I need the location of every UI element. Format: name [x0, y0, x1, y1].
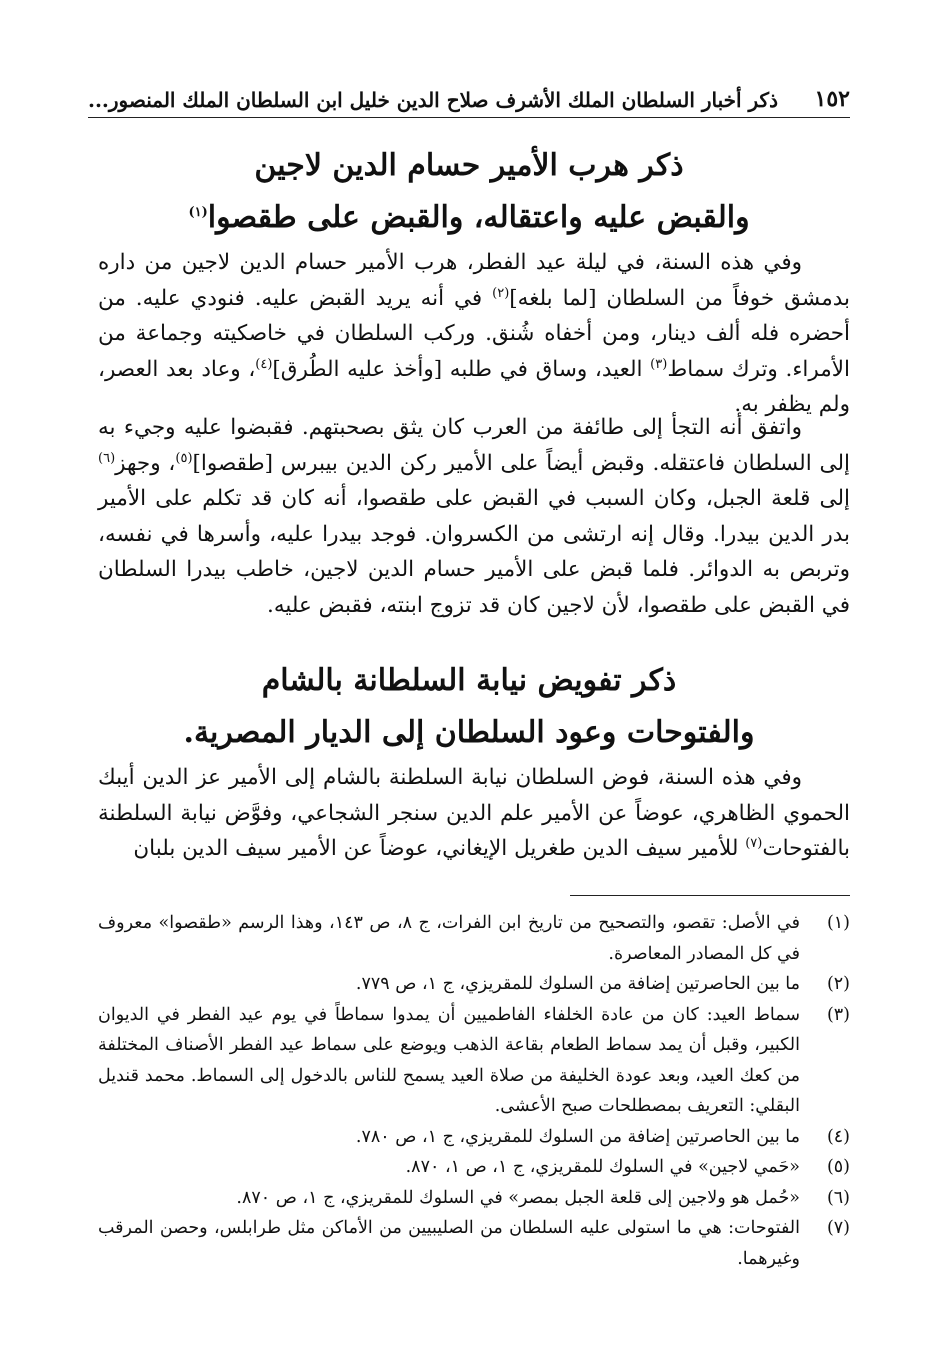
- footnote-text: سماط العيد: كان من عادة الخلفاء الفاطميين أن يمدوا سماطاً في يوم عيد الفطر في الديوان الكبير، وقبل أن يمد سماط الطعام بقاعة الذهب ويوضع على سماط عيد الفطر الأصناف المختلفة من كعك العيد، وبعد عودة الخليفة من صلاة العيد يسمح للناس بالدخول إلى السماط. محمد قنديل البقلي: التعريف بمصطلحات صبح الأعشى.: [98, 1004, 800, 1116]
- footnote-item: [98, 1122, 850, 1153]
- paragraph-1-text-d: ، وعاد بعد العصر، ولم يظفر به.: [98, 356, 850, 417]
- footnote-item: [98, 1000, 850, 1122]
- footnote-ref-1: (١): [188, 205, 208, 220]
- footnote-ref-6: (٦): [98, 450, 116, 466]
- paragraph-2: [98, 410, 850, 623]
- footnotes: [98, 908, 850, 1274]
- footnote-ref-2: (٢): [492, 285, 510, 301]
- footnote-item: [98, 969, 850, 1000]
- footnote-number: (٢): [826, 974, 850, 994]
- paragraph-1-text-c: العيد، وساق في طلبه [وأخذ عليه الطُرق]: [272, 356, 651, 382]
- footnote-text: في الأصل: تقصو، والتصحيح من تاريخ ابن الفرات، ج ٨، ص ١٤٣، وهذا الرسم «طقصوا» معروف في كل المصادر المعاصرة.: [98, 913, 801, 964]
- footnote-ref-4: (٤): [255, 356, 273, 372]
- paragraph-3-text-a: وفي هذه السنة، فوض السلطان نيابة السلطنة بالشام إلى الأمير عز الدين أيبك الحموي الظاهري، عوضاً عن الأمير علم الدين سنجر الشجاعي، وفوَّض نيابة السلطنة بالفتوحات: [98, 765, 850, 861]
- footnote-ref-7: (٧): [745, 835, 763, 851]
- paragraph-2-text-c: إلى قلعة الجبل، وكان السبب في القبض على طقصوا، أنه كان قد تكلم على الأمير بدر الدين بيدرا. وقال إنه ارتشى من الكسروان. فوجد بيدرا عليه، وأسرها في نفسه، وتربص به الدوائر. فلما قبض على الأمير حسام الدين لاجين، خاطب بيدرا السلطان في القبض على طقصوا، لأن لاجين كان قد تزوج ابنته، فقبض عليه.: [98, 486, 850, 618]
- paragraph-3-text-b: للأمير سيف الدين طغريل الإيغاني، عوضاً عن الأمير سيف الدين بلبان: [133, 836, 746, 861]
- footnote-ref-5: (٥): [175, 450, 193, 466]
- page-number: ١٥٢: [814, 86, 850, 112]
- footnote-number: (٧): [826, 1218, 850, 1238]
- heading-1-line-1: ذكر هرب الأمير حسام الدين لاجين: [254, 148, 684, 183]
- footnote-item: [98, 1213, 850, 1274]
- paragraph-2-text-b: ، وجهز: [115, 450, 176, 476]
- footnote-number: (١): [826, 913, 850, 933]
- footnote-text: الفتوحات: هي ما استولى عليه السلطان من الصليبيين من الأماكن مثل طرابلس، وحصن المرقب وغيرهما.: [98, 1218, 800, 1269]
- footnote-divider: [570, 895, 850, 896]
- running-header: [88, 78, 850, 118]
- paragraph-1-text-a: وفي هذه السنة، في ليلة عيد الفطر، هرب الأمير حسام الدين لاجين من داره بدمشق خوفاً من السلطان [لما بلغه]: [98, 250, 850, 311]
- footnote-ref-3: (٣): [650, 356, 668, 372]
- footnote-number: (٣): [826, 1004, 850, 1025]
- heading-2-line-2: والفتوحات وعود السلطان إلى الديار المصرية.: [183, 715, 755, 750]
- footnote-number: (٤): [826, 1126, 850, 1147]
- paragraph-1: [98, 245, 850, 423]
- footnote-number: (٦): [826, 1187, 850, 1208]
- heading-1-line-2: [100, 192, 838, 244]
- running-title: ذكر أخبار السلطان الملك الأشرف صلاح الدين خليل ابن السلطان الملك المنصور...: [88, 88, 778, 112]
- paragraph-2-text-a: واتفق أنه التجأ إلى طائفة من العرب كان يثق بصحبتهم. فقبضوا عليه وجيء به إلى السلطان فاعتقله. وقبض أيضاً على الأمير ركن الدين بيبرس [طقصوا]: [98, 415, 850, 476]
- footnote-number: (٥): [826, 1157, 850, 1177]
- footnote-item: [98, 908, 850, 969]
- footnote-text: ما بين الحاصرتين إضافة من السلوك للمقريزي، ج ١، ص ٧٧٩.: [355, 974, 800, 994]
- footnote-item: [98, 1183, 850, 1214]
- footnote-text: «حَمي لاجين» في السلوك للمقريزي، ج ١، ص ١، ٨٧٠.: [405, 1157, 800, 1177]
- footnote-text: ما بين الحاصرتين إضافة من السلوك للمقريزي، ج ١، ص ٧٨٠.: [355, 1126, 800, 1147]
- section-heading-2: [100, 655, 838, 759]
- paragraph-3: [98, 760, 850, 867]
- footnote-text: «حُمل هو ولاجين إلى قلعة الجبل بمصر» في السلوك للمقريزي، ج ١، ص ٨٧٠.: [236, 1187, 800, 1208]
- paragraph-1-text-b: في أنه يريد القبض عليه. فنودي عليه. من أحضره فله ألف دينار، ومن أخفاه شُنق. وركب السلطان في خاصكيته وجماعة من الأمراء. وترك سماط: [98, 285, 851, 382]
- footnote-item: [98, 1152, 850, 1183]
- heading-2-line-1: ذكر تفويض نيابة السلطانة بالشام: [261, 663, 677, 698]
- heading-1-line-2-text: والقبض عليه واعتقاله، والقبض على طقصوا: [207, 200, 750, 235]
- section-heading-1: [100, 140, 838, 244]
